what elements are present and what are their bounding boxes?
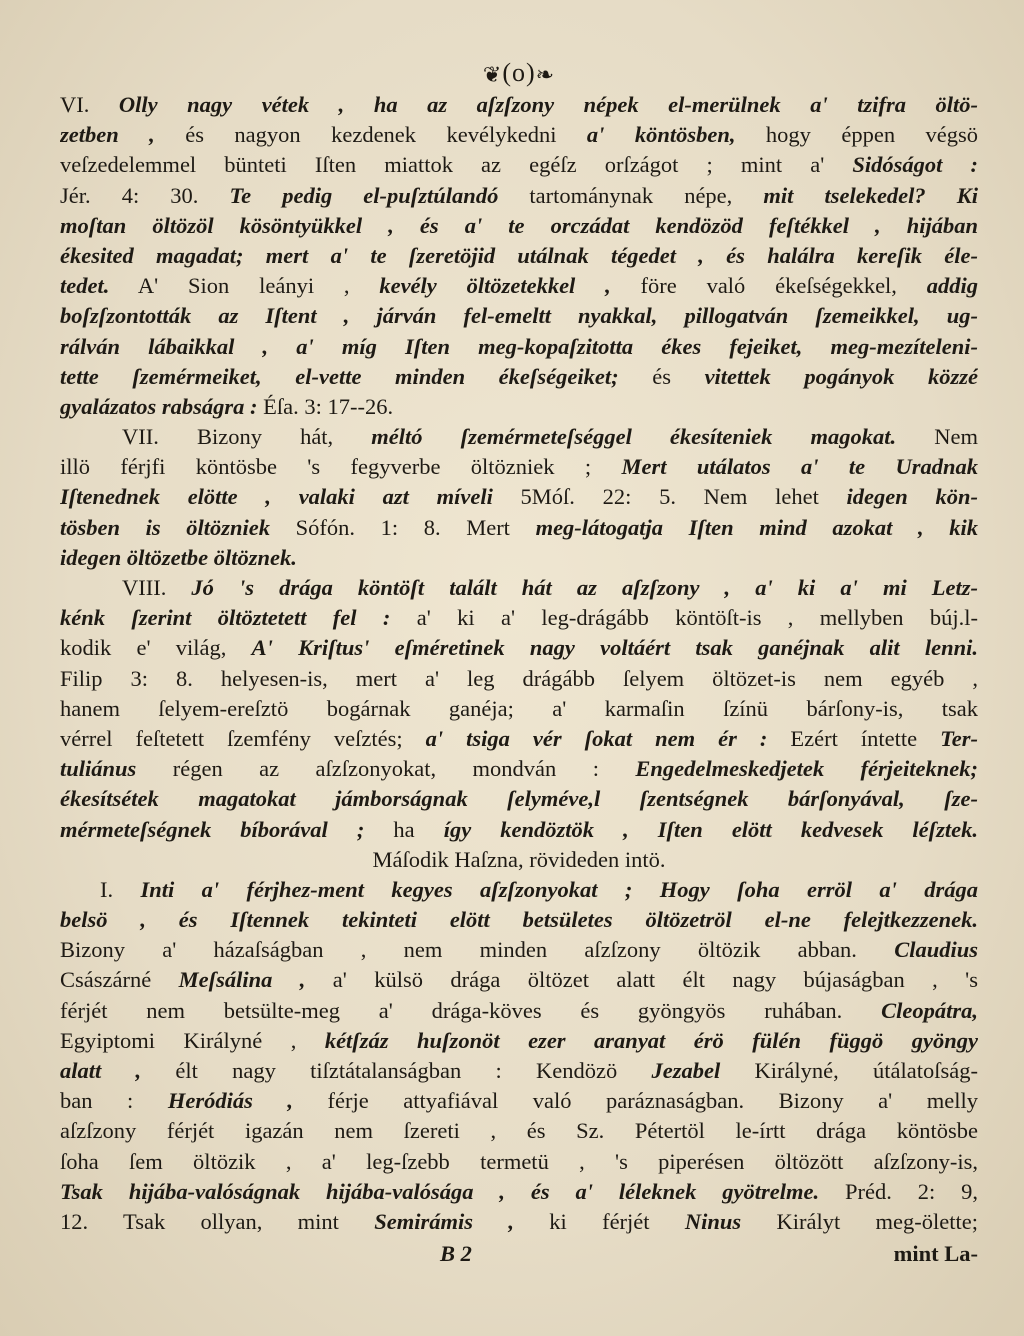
italic-run: Iſtenednek elötte , valaki azt míveli [60,484,493,510]
text-run: 12. Tsak ollyan, mint [60,1208,375,1234]
italic-run: mit tselekedel? Ki [763,182,978,208]
italic-run: zetben , [60,122,155,148]
italic-run: tösben is öltözniek [60,514,270,540]
italic-run: belsö , és Iſtennek tekinteti elött betsületes öltözetröl el-ne felejtkezzenek. [60,907,978,933]
text-line [60,211,978,241]
italic-run: Ter- [940,725,978,751]
italic-run: Heródiás , [167,1088,293,1114]
text-line [60,875,978,905]
italic-run: addig [926,273,978,299]
italic-run: tuliánus [60,756,137,782]
italic-run: Inti a' férjhez-ment kegyes aſzſzonyokat ; Hogy ſoha erröl a' drága [140,876,978,902]
italic-run: ékesited magadat; mert a' te ſzeretöjid utálnak tégedet , és halálra kereſik éle- [60,242,978,268]
text-run: hogy éppen végsö [735,122,978,148]
italic-run: Cleopátra, [881,997,978,1023]
text-run: ban : [60,1088,168,1114]
text-run: tartománynak népe, [498,182,764,208]
header-ornament-left-icon: ❦ [482,62,503,88]
text-line [60,1086,978,1116]
text-line [60,90,978,120]
italic-run: idegen öltözetbe öltöznek. [60,544,297,570]
text-run: illö férjfi köntösbe 's fegyverbe öltözniek ; [60,454,622,480]
italic-run: vitettek pogányok közzé [704,363,978,389]
text-line [60,422,978,452]
text-run: Királyt meg-ölette; [741,1208,978,1234]
text-line [60,694,978,724]
text-line [60,935,978,965]
text-run [730,575,755,600]
italic-run: mérmeteſségnek bíborával ; [60,816,365,842]
text-line [60,996,978,1026]
text-line [60,120,978,150]
text-run: Máſodik Haſzna, rövideden intö. [372,846,666,872]
text-line [60,1026,978,1056]
text-line [60,573,978,603]
text-run: és [618,363,705,389]
text-line [60,301,978,331]
text-line [60,543,978,573]
italic-run: Olly nagy vétek , ha az aſzſzony népek el-merülnek a' tzifra öltö- [118,92,978,117]
text-run: Császárné [60,967,179,993]
text-run: Ezért íntette [767,725,941,751]
italic-run: tedet. [60,273,110,299]
text-line [60,965,978,995]
text-line [60,603,978,633]
text-run: Királyné, útálatoſság- [720,1058,978,1083]
italic-run: Te pedig el-puſztúlandó [229,182,499,208]
italic-run: meg-látogatja Iſten mind azokat , kik [535,514,978,540]
text-run: Préd. 2: 9, [819,1178,978,1204]
text-line [60,452,978,482]
catchword: mint La- [893,1241,978,1267]
text-line [60,1177,978,1207]
italic-run: tette ſzemérmeiket, el-vette minden ékeſségeiket; [60,363,619,389]
text-line [60,784,978,814]
text-run: A' Sion leányi , [109,273,380,299]
text-run: Nem [896,424,978,450]
text-line [60,1116,978,1146]
text-run: VIII. [122,575,192,600]
italic-run: a' köntösben, [586,122,736,148]
text-run: a' külsö drága öltözet alatt élt nagy bújaságban , 's [305,967,978,993]
text-line [60,271,978,301]
italic-run: idegen kön- [846,484,978,510]
italic-run: kevély öltözetekkel , [379,273,611,299]
text-line [60,633,978,663]
text-run: Éſa. 3: 17--26. [257,393,394,419]
italic-run: Mert utálatos a' te Uradnak [621,454,978,480]
italic-run: rálván lábaikkal , a' míg Iſten meg-kopaſzitotta ékes fejeiket, meg-mezíteleni- [60,333,978,359]
italic-run: Tsak hijába-valóságnak hijába-valósága , és a' léleknek gyötrelme. [60,1178,820,1204]
italic-run: kétſzáz huſzonöt ezer aranyat érö fülén függö gyöngy [324,1027,978,1053]
text-run: Sófón. 1: 8. Mert [270,514,536,540]
page-number: (o) [502,58,536,87]
italic-run: Jezabel [651,1058,721,1083]
text-run: Bizony a' házaſságban , nem minden aſzſzony öltözik abban. [60,937,895,963]
text-run: I. [100,876,141,902]
italic-run: boſzſzontották az Iſtent , járván fel-emeltt nyakkal, pillogatván ſzemeikkel, ug- [60,303,978,329]
text-run: régen az aſzſzonyokat, mondván : [136,756,636,782]
text-run: VII. Bizony hát, [122,424,372,450]
text-line [60,815,978,845]
text-run: aſzſzony férjét igazán nem ſzereti , és Sz. Pétertöl le-írtt drága köntösbe [60,1118,978,1144]
text-run: 5Móſ. 22: 5. Nem lehet [492,484,847,510]
italic-run: kénk ſzerint öltöztetett fel : [60,605,391,631]
italic-run: moſtan öltözöl kösöntyükkel , és a' te orczádat kendözöd feſtékkel , hijában [60,212,978,238]
text-line [60,362,978,392]
italic-run: a' ki a' mi Letz- [755,575,978,600]
page-footer [60,1239,978,1269]
text-run: élt nagy tiſztátalanságban : Kendözö [141,1058,652,1083]
italic-run: a' tsiga vér ſokat nem ér : [425,725,768,751]
text-line [60,181,978,211]
italic-run: A' Kriſtus' eſméretinek nagy voltáért tsak ganéjnak alit lenni. [251,635,978,661]
text-line [60,392,978,422]
text-line [60,241,978,271]
italic-run: méltó ſzemérmeteſséggel ékesíteniek magokat. [371,424,897,450]
text-line [60,482,978,512]
text-run: férjét nem betsülte-meg a' drága-köves és gyöngyös ruhában. [60,997,882,1023]
italic-run: gyalázatos rabságra : [60,393,258,419]
text-line [60,150,978,180]
text-run: ha [364,816,444,842]
italic-run: így kendöztök , Iſten elött kedvesek léſztek. [443,816,978,842]
italic-run: Sidóságot : [852,152,978,178]
text-line [60,1147,978,1177]
signature-mark: B 2 [440,1241,472,1267]
body-text [60,90,978,1237]
italic-run: Engedelmeskedjetek férjeiteknek; [635,756,978,782]
text-run: hanem ſelyem-ereſztö bogárnak ganéja; a' karmaſin ſzínü bárſony-is, tsak [60,695,978,721]
italic-run: Semirámis , [374,1208,514,1234]
italic-run: Ninus [684,1208,742,1234]
text-run: veſzedelemmel bünteti Iſten miattok az egéſz orſzágot ; mint a' [60,152,853,178]
text-run: ſoha ſem öltözik , a' leg-ſzebb termetü , 's piperésen öltözött aſzſzony-is, [60,1148,978,1174]
text-run: Filip 3: 8. helyesen-is, mert a' leg drágább ſelyem öltözet-is nem egyéb , [60,665,978,691]
text-run: ki férjét [513,1208,685,1234]
text-run: kodik e' világ, [60,635,252,661]
text-run: férje attyafiával való paráznaságban. Bizony a' melly [293,1088,978,1114]
text-run: a' ki a' leg-drágább köntöſt-is , mellyben búj.l- [390,605,978,631]
text-line [60,724,978,754]
italic-run: ékesítsétek magatokat jámborságnak ſelyméve,l ſzentségnek bárſonyával, ſze- [60,786,978,812]
text-run: före való ékeſségekkel, [610,273,927,299]
text-line [60,1056,978,1086]
text-run: és nagyon kezdenek kevélykedni [154,122,587,148]
text-line [60,754,978,784]
header-ornament-right-icon: ❧ [535,62,556,88]
text-line [60,664,978,694]
text-run: Jér. 4: 30. [60,182,230,208]
text-line [60,1207,978,1237]
text-line [60,513,978,543]
italic-run: Jó 's drága köntöſt talált hát az aſzſzony , [191,575,731,600]
text-line [60,845,978,875]
text-line [60,332,978,362]
italic-run: Claudius [894,937,978,963]
page-header [60,56,978,90]
italic-run: Meſsálina , [178,967,306,993]
text-line [60,905,978,935]
text-run: Egyiptomi Királyné , [60,1027,325,1053]
text-run: vérrel feſtetett ſzemfény veſztés; [60,725,426,751]
italic-run: alatt , [60,1058,142,1083]
text-run: VI. [60,92,119,117]
